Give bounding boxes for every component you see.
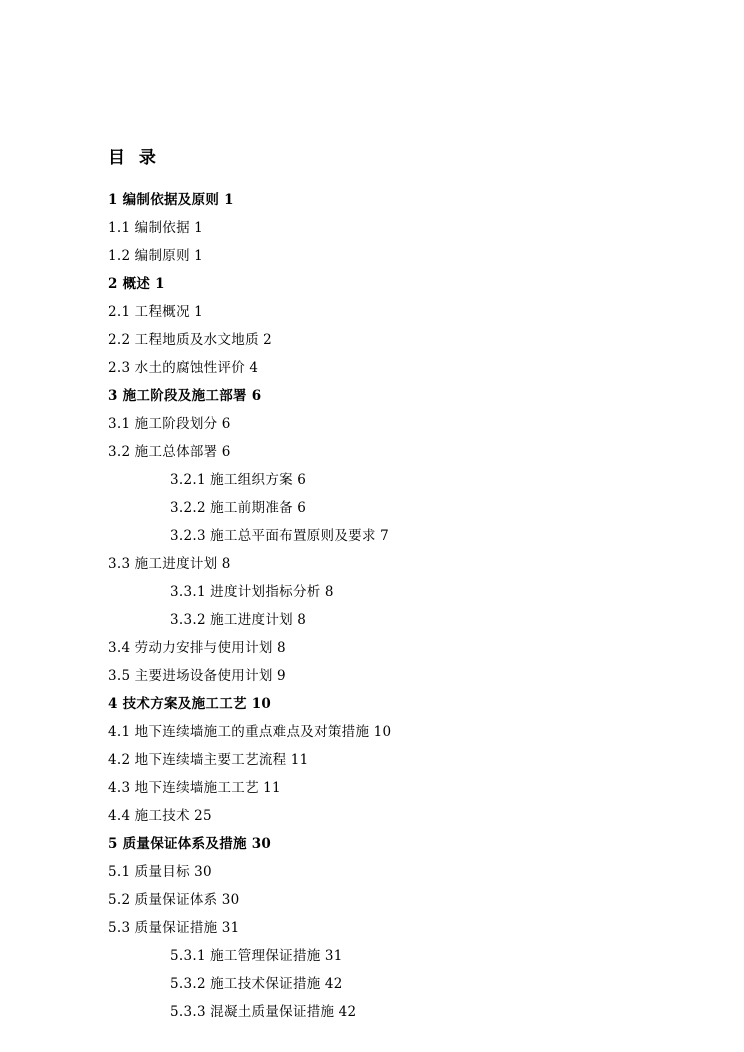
toc-entry-label: 施工进度计划 — [134, 556, 218, 573]
toc-entry[interactable] — [108, 334, 653, 348]
toc-entry-page: 6 — [221, 444, 231, 461]
toc-entry-number: 3.3.2 — [170, 612, 206, 629]
toc-entry-page: 1 — [194, 304, 204, 321]
toc-entry-number: 1.2 — [108, 248, 131, 265]
toc-entry-number: 4 — [108, 696, 118, 713]
toc-entry-label: 混凝土质量保证措施 — [210, 1004, 335, 1021]
toc-entry-page: 8 — [276, 640, 286, 657]
toc-entry[interactable] — [108, 978, 653, 992]
toc-entry[interactable] — [108, 782, 653, 796]
toc-entry[interactable] — [108, 670, 653, 684]
toc-entry-label: 质量保证体系 — [134, 892, 218, 909]
toc-entry-label: 地下连续墙施工工艺 — [134, 780, 259, 797]
toc-entry-number: 3.3 — [108, 556, 131, 573]
toc-entry-page: 8 — [297, 612, 307, 629]
toc-entry-label: 概述 — [122, 276, 151, 293]
toc-entry-page: 42 — [324, 976, 343, 993]
toc-entry-label: 主要进场设备使用计划 — [134, 668, 273, 685]
toc-entry[interactable] — [108, 306, 653, 320]
toc-entry[interactable] — [108, 950, 653, 964]
toc-entry-number: 1 — [108, 192, 118, 209]
toc-entry-page: 6 — [251, 388, 262, 405]
toc-entry-number: 3.2.3 — [170, 528, 206, 545]
toc-entry-page: 30 — [251, 836, 272, 853]
toc-entry-label: 质量目标 — [134, 864, 190, 881]
toc-entry[interactable] — [108, 390, 653, 404]
toc-entry-number: 5 — [108, 836, 118, 853]
toc-entry[interactable] — [108, 810, 653, 824]
toc-entry[interactable] — [108, 222, 653, 236]
toc-entry-label: 施工阶段及施工部署 — [122, 388, 247, 405]
toc-entry-label: 施工进度计划 — [210, 612, 293, 629]
toc-entry[interactable] — [108, 194, 653, 208]
toc-entry-number: 5.3.1 — [170, 948, 206, 965]
toc-entry-label: 编制依据及原则 — [122, 192, 220, 209]
toc-entry-label: 工程概况 — [134, 304, 190, 321]
toc-entry-label: 施工管理保证措施 — [210, 948, 321, 965]
toc-entry-page: 6 — [297, 500, 307, 517]
toc-container — [108, 148, 653, 1034]
toc-entry[interactable] — [108, 614, 653, 628]
toc-entry[interactable] — [108, 362, 653, 376]
toc-entry-number: 2.1 — [108, 304, 131, 321]
toc-entry-number: 3.2.1 — [170, 472, 206, 489]
toc-entry-page: 6 — [297, 472, 307, 489]
toc-entry-number: 3.1 — [108, 416, 131, 433]
toc-entry-page: 1 — [194, 248, 204, 265]
toc-entry-page: 6 — [221, 416, 231, 433]
toc-entry[interactable] — [108, 474, 653, 488]
toc-entry-label: 技术方案及施工工艺 — [122, 696, 247, 713]
toc-entry-label: 施工组织方案 — [210, 472, 293, 489]
toc-entry-page: 7 — [380, 528, 389, 545]
toc-entry-label: 工程地质及水文地质 — [134, 332, 259, 349]
toc-entry[interactable] — [108, 866, 653, 880]
toc-entry-page: 25 — [194, 808, 212, 825]
toc-entry-label: 进度计划指标分析 — [210, 584, 321, 601]
toc-entry[interactable] — [108, 698, 653, 712]
toc-entry-label: 施工技术 — [134, 808, 190, 825]
toc-list — [108, 194, 653, 1020]
toc-entry-label: 地下连续墙施工的重点难点及对策措施 — [134, 724, 370, 741]
toc-entry[interactable] — [108, 530, 653, 544]
toc-entry-label: 施工总平面布置原则及要求 — [210, 528, 376, 545]
toc-entry[interactable] — [108, 754, 653, 768]
toc-entry-label: 编制依据 — [134, 220, 190, 237]
toc-entry-page: 8 — [221, 556, 231, 573]
toc-entry[interactable] — [108, 1006, 653, 1020]
toc-entry-label: 施工前期准备 — [210, 500, 293, 517]
toc-entry-number: 4.4 — [108, 808, 131, 825]
toc-entry-number: 5.2 — [108, 892, 131, 909]
toc-entry-page: 8 — [324, 584, 334, 601]
toc-entry-number: 2.2 — [108, 332, 131, 349]
toc-entry-label: 编制原则 — [134, 248, 190, 265]
toc-entry-page: 1 — [224, 192, 234, 209]
toc-entry-page: 11 — [290, 752, 309, 769]
page-title: 目 录 — [108, 148, 160, 168]
toc-entry-number: 3.5 — [108, 668, 131, 685]
toc-entry-page: 31 — [221, 920, 240, 937]
toc-entry[interactable] — [108, 446, 653, 460]
toc-entry-number: 3.4 — [108, 640, 131, 657]
toc-entry-number: 2.3 — [108, 360, 131, 377]
toc-entry[interactable] — [108, 922, 653, 936]
toc-entry-number: 2 — [108, 276, 118, 293]
toc-entry-number: 5.3.3 — [170, 1004, 206, 1021]
toc-entry-number: 5.1 — [108, 864, 131, 881]
toc-entry-page: 10 — [251, 696, 272, 713]
toc-entry[interactable] — [108, 586, 653, 600]
toc-entry-label: 劳动力安排与使用计划 — [134, 640, 273, 657]
toc-entry-number: 4.3 — [108, 780, 131, 797]
toc-entry-page: 42 — [338, 1004, 357, 1021]
toc-entry-number: 3.2.2 — [170, 500, 206, 517]
toc-entry-label: 地下连续墙主要工艺流程 — [134, 752, 287, 769]
toc-entry-page: 1 — [194, 220, 204, 237]
toc-entry-number: 4.1 — [108, 724, 131, 741]
toc-entry-page: 11 — [263, 780, 281, 797]
toc-entry-label: 施工技术保证措施 — [210, 976, 321, 993]
toc-entry-page: 30 — [194, 864, 212, 881]
toc-entry[interactable] — [108, 838, 653, 852]
toc-entry-label: 质量保证体系及措施 — [122, 836, 247, 853]
toc-entry-page: 30 — [221, 892, 240, 909]
toc-entry-page: 2 — [263, 332, 273, 349]
toc-entry-page: 1 — [155, 276, 165, 293]
toc-entry-page: 4 — [249, 360, 259, 377]
toc-entry-label: 质量保证措施 — [134, 920, 218, 937]
toc-entry[interactable] — [108, 726, 653, 740]
toc-entry-page: 9 — [276, 668, 286, 685]
toc-entry[interactable] — [108, 250, 653, 264]
toc-entry-page: 31 — [324, 948, 343, 965]
toc-entry-number: 3.3.1 — [170, 584, 206, 601]
toc-entry-label: 施工阶段划分 — [134, 416, 218, 433]
toc-entry-label: 水土的腐蚀性评价 — [134, 360, 246, 377]
toc-entry[interactable] — [108, 278, 653, 292]
toc-entry[interactable] — [108, 502, 653, 516]
toc-entry[interactable] — [108, 418, 653, 432]
toc-entry[interactable] — [108, 894, 653, 908]
toc-entry-number: 5.3.2 — [170, 976, 206, 993]
toc-entry[interactable] — [108, 558, 653, 572]
toc-entry[interactable] — [108, 642, 653, 656]
toc-entry-page: 10 — [373, 724, 392, 741]
toc-entry-number: 5.3 — [108, 920, 131, 937]
toc-entry-number: 3.2 — [108, 444, 131, 461]
toc-entry-number: 3 — [108, 388, 118, 405]
toc-entry-label: 施工总体部署 — [134, 444, 218, 461]
toc-entry-number: 4.2 — [108, 752, 131, 769]
toc-entry-number: 1.1 — [108, 220, 131, 237]
